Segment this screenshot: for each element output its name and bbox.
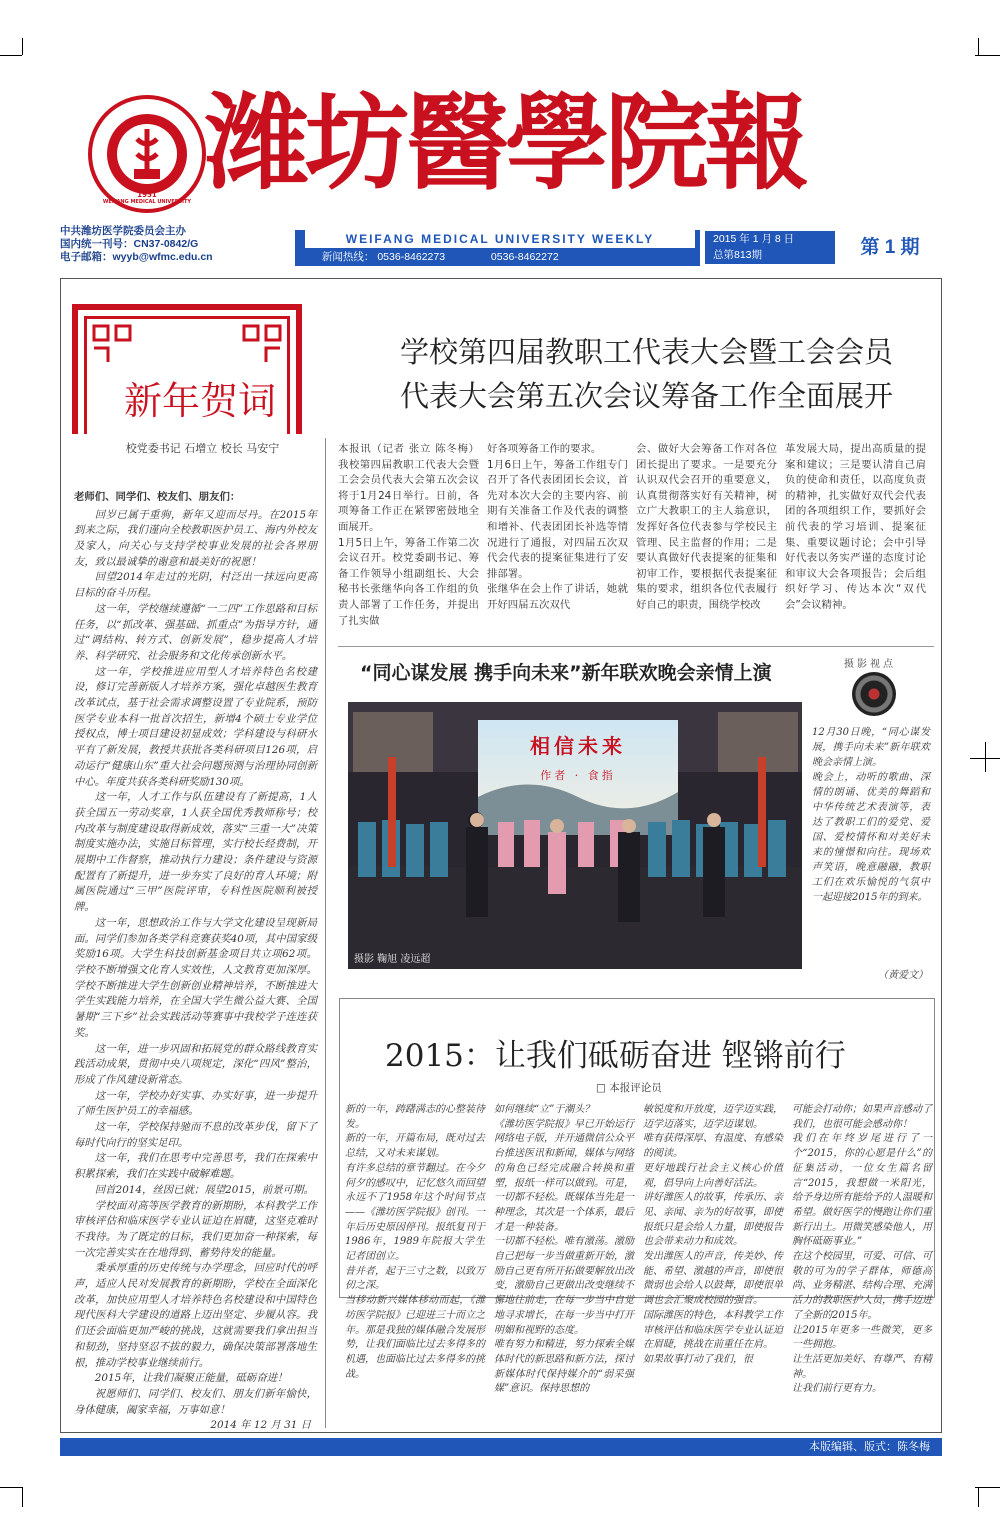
photo-caption: 12月30日晚，“同心谋发展，携手向未来”新年联欢晚会亲情上演。 晚会上，动听的歌曲、深情的朗诵、优美的舞蹈和中华传统艺术表演等，表达了教职工们的爱党、爱国、爱校情怀和对美好未来的憧憬和向往。现场欢声笑语，晚意融融，教职工们在欢乐愉悦的气氛中一起迎接2015年的到来。 [812,727,930,903]
masthead-title: 潍坊醫學院報 [205,81,806,204]
greeting-paragraph: 回岁已属于重驹，新年又迎而尽丹。在2015年到来之际，我们谨向全校教职医护员工、海内外校友及家人，向关心与支持学校事业发展的社会各界朋友，致以最诚挚的谢意和最美好的祝愿！ [74,508,317,568]
photo-credits: 摄影 鞠旭 凌远超 [354,954,431,965]
greeting-paragraph: 这一年，学校继续遵循“一二四”工作思路和目标任务，以“抓改革、强基础、抓重点”为指导方针，通过“调结构、转方式、创新发展”，稳步提高人才培养、科学研究、社会服务和文化传承创新水平。 [74,602,317,662]
greeting-paragraph: 秉承厚重的历史传统与办学理念，回应时代的呼声，适应人民对发展教育的新期盼，学校在全面深化改革，加快应用型人才培养特色名校建设和中国特色现代医科大学建设的道路上迈出坚定、步履从容。我们还会面临更加严峻的挑战，这就需要我们拿出担当和韧劲，坚持坚忍不拔的毅力，确保决策部署落地生根，推动学校事业继续前行。 [74,1262,317,1369]
photo-caption-author: （黄爱文） [878,970,928,981]
sponsor: 中共潍坊医学院委员会主办 [60,225,186,237]
crop-mark [985,742,986,772]
editorial-body [345,1103,935,1428]
crop-mark [978,38,979,55]
greeting-paragraph: 这一年，学校保持驰而不息的改革步伐，留下了每时代向行的坚实足印。 [74,1121,317,1149]
gala-photo [348,702,802,969]
crop-mark [978,1487,979,1507]
crop-mark [0,55,22,56]
crop-mark [0,1487,22,1488]
crop-mark [22,38,23,55]
editorial-column-2: 如何继续“立”于潮头？ 《潍坊医学院报》早已开始运行网络电子版，并开通微信公众平台推送医讯和新闻，媒体与网络的角色已经完成融合转换和重塑，报纸一样可以做到。可是，一切都不轻松。既媒体当先是一种理念，其次是一个体系，最后才是一种装备。 一切都不轻松。唯有激荡。激励自己把每一步当做重新开始，激励自己更有所开拓做要解放出改变，激励自己更做出改变继续不懈地往前走，在每一步当中自觉地寻求增长，在每一步当中打开明媚和视野的态度。 唯有努力和精进，努力探索全媒体时代的新思路和新方法，探讨新媒体时代保持媒介的“弱采强媒”意识。保持思想的 [494,1104,634,1395]
crop-mark [22,1487,23,1507]
crop-mark [975,55,1000,56]
editorial-byline: □ 本报评论员 [596,1082,662,1094]
greeting-paragraph: 这一年，思想政治工作与大学文化建设呈现新局面。同学们参加各类学科竞赛获奖40项，其中国家级奖励16项。大学生科技创新基金项目共立项62项。学校不断增强文化育人实效性，人文教育更加深厚。学校不断推进大学生创新创业精神培养，不断推进大学生实践能力培养，在全国大学生微公益大赛、全国暑期“三下乡”社会实践活动等赛事中我校学子连连获奖。 [74,916,317,1039]
column-label: 摄影视点 [844,659,896,670]
lead-headline [400,330,900,418]
greeting-paragraph: 这一年，学校推进应用型人才培养特色名校建设，修订完善新版人才培养方案，强化卓越医生教育改革试点，基于社会需求调整设置了专业院系，预防医学专业本科一批首次招生，新增4个硕士专业学位授权点，博士项目建设初显成效；学科建设与科研水平有了新发展，教授共获批各类科研项目126项，启动运行“健康山东”重大社会问题预测与治理协同创新中心。年度共获各类科研奖励130项。 [74,665,317,788]
greeting-paragraph: 回望2014年走过的光阴，村泛出一抹远向更高目标的奋斗历程。 [74,571,317,600]
masthead-info-bar [60,225,940,270]
email[interactable]: 电子邮箱：wyyb@wfmc.edu.cn [60,251,213,263]
greeting-paragraph: 这一年，我们在思考中完善思考，我们在探索中积累探索，我们在实践中破解难题。 [74,1152,317,1181]
greeting-body [74,490,317,1432]
camera-lens-icon [852,672,896,716]
greeting-paragraph: 回首2014，丝因已就；展望2015，前景可期。 [94,1183,314,1196]
issue-date-box [705,231,835,264]
page-editor: 本版编辑、版式：陈冬梅 [809,1441,930,1453]
seal-text: WEIFANG MEDICAL UNIVERSITY [102,199,192,205]
lead-headline-line-1: 学校第四届教职工代表大会暨工会会员 [400,335,894,369]
masthead-blue-band [295,230,700,266]
greeting-paragraphs [74,508,317,1419]
photo-story-headline: “同心谋发展 携手向未来”新年联欢晚会亲情上演 [360,662,772,684]
greeting-date: 2014 年 12 月 31 日 [210,1419,311,1432]
issue-number: 第 1 期 [860,237,920,258]
greeting-paragraph: 学校面对高等医学教育的新期盼，本科教学工作审核评估和临床医学专业认证迫在眉睫，这坚克难时不我待。为了既定的目标，我们更加奋一种探索，每一次完善实实在在地得到、蓄势待发的能量。 [74,1199,317,1259]
issue-date: 2015 年 1 月 8 日 [713,233,795,245]
section-rule [338,646,934,647]
stage-screen-subtitle: 作者 · 食指 [540,769,616,782]
column-divider [325,438,326,1428]
editorial-column-3: 敏锐度和开放度，迈学迈实践，迈学迈落实，迈学迈谋划。 唯有获得深厚、有温度、有感染的阅读。 更好地践行社会主义核心价值观，倡导向上向善好活法。 讲好潍医人的故事，传承历、亲见、亲闻、亲为的好故事，即使报纸只是会给人力量，即使报告也会带来动力和成效。 发出潍医人的声音，传美妙、传能、希望、激越的声音，即使很微弱也会给人以鼓舞，即使很单调也会汇聚成校园的强音。 国际潍医的特色，本科教学工作审核评估和临床医学专业认证迫在眉睫，挑战在前重任在肩。 如果故事打动了我们，很 [643,1104,783,1365]
greeting-title: 新年贺词 [123,379,276,423]
seal-year: 1951 [137,191,157,199]
hotline-1: 0536-8462273 [377,251,446,263]
lead-headline-line-2: 代表大会第五次会议筹备工作全面展开 [400,379,894,413]
editorial-column-4: 可能会打动你；如果声音感动了我们，也很可能会感动你！ 我们在年终岁尾进行了一个“2015，你的心愿是什么”的征集活动，一位女生篇名留言“2015，我想做一米阳光，给予身边所有能给予的人温暖和希望。做好医学的慢跑让你们重新行出土。用微笑感染他人，用胸怀砥砺事业。” 在这个校园里，可爱、可信、可敬的可为的学子群体，师德高尚、业务精湛、结构合理、充满活力的教职医护人员，携手迈进了全新的2015年。 让2015年更多一些微笑，更多一些拥抱。 让生活更加美好、有尊严、有精神。 让我们前行更有力。 [792,1104,932,1395]
total-issue: 总第813期 [713,249,763,261]
greeting-authors: 校党委书记 石增立 校长 马安宁 [125,442,280,455]
stage-screen-title: 相信未来 [530,734,626,758]
greeting-paragraph: 祝愿师们、同学们、校友们、朋友们新年愉快，身体健康，阖家幸福，万事如意！ [74,1387,317,1416]
serial-number: 国内统一刊号：CN37-0842/G [60,238,199,250]
lead-column-4: 革发展大局，提出高质量的提案和建议；三是要认清自己肩负的使命和责任，以高度负责的精神，扎实做好双代会代表团的各项组织工作，要抓好会前代表的学习培训、提案征集、重要议题讨论；会中引导好代表以务实严谨的态度讨论和审议大会各项报告；会后组织好学习、传达本次“双代会”会议精神。 [785,443,926,611]
lead-column-3: 会、做好大会筹备工作对各位团长提出了要求。一是要充分认识双代会召开的重要意义，认真贯彻落实好有关精神，树立广大教职工的主人翁意识，发挥好各位代表参与学校民主管理、民主监督的作用；二是要认真做好代表提案的征集和初审工作，要根据代表提案征集的要求，组织各位代表履行好自己的职责，围绕学校改 [636,443,777,611]
masthead-publisher-info [60,225,290,264]
university-seal-logo [88,95,206,213]
footer-bar [60,1438,942,1456]
greeting-paragraph: 2015年，让我们凝聚正能量，砥砺奋进！ [94,1372,288,1385]
hotline-label: 新闻热线： [321,251,375,263]
lead-column-2: 好各项筹备工作的要求。 1月6日上午，筹备工作组专门召开了各代表团团长会议，首先对本次大会的主要内容、前期有关准备工作及代表的调整和增补、代表团团长补选等情况进行了通报，对四届五次双代会代表的提案征集进行了安排部署。 张继华在会上作了讲话，她就开好四届五次双代 [487,443,628,611]
hotline-2: 0536-8462272 [490,251,559,263]
greeting-paragraph: 这一年，人才工作与队伍建设有了新提高，1人获全国五一劳动奖章，1人获全国优秀教师称号；校内改革与制度建设取得新成效，落实“三重一大”决策制度实施办法，实施目标管理，实行校长经费制，开展期中工作督察，推动执行力建设；条件建设与资源配置有了新提升，进一步夯实了良好的育人环境；附属医院通过“三甲”医院评审，专科性医院顺利被授牌。 [74,791,317,914]
greeting-paragraph: 这一年，学校办好实事、办实好事，进一步提升了师生医护员工的幸福感。 [74,1089,317,1118]
editorial-headline: 2015：让我们砥砺奋进 铿锵前行 [385,1038,846,1074]
editorial-column-1: 新的一年，踌躇满志的心整装待发。 新的一年，开篇布局，既对过去总结，又对未来谋划。 有许多总结的章节翻过。在今夕何夕的感叹中，记忆悠久而回望永远不了1958年这个时间节点——《潍坊医学院报》创刊。一年后历史原因停刊。报纸复刊于1986年，1989年院报大学生记者团创立。 昔并者，起于三寸之数，以致万仞之深。 当移动新兴媒体移动而起，《潍坊医学院报》已迎进三十而立之年。那是我独的媒体融合发展形势，让我们面临比过去多得多的机遇，也面临比过去多得多的挑战。 [345,1104,485,1380]
greeting-salutation: 老师们、同学们、校友们、朋友们： [74,491,241,503]
news-hotline [305,249,695,266]
greeting-paragraph: 这一年，进一步巩固和拓展党的群众路线教育实践活动成果，贯彻中央八项规定，深化“四风”整治，形成了作风建设新常态。 [74,1042,317,1086]
english-name: WEIFANG MEDICAL UNIVERSITY WEEKLY [305,230,695,248]
lead-column-1: 本报讯（记者 张立 陈冬梅）我校第四届教职工代表大会暨工会会员代表大会第五次会议将于1月24日举行。日前，各项筹备工作正在紧锣密鼓地全面展开。 1月5日上午，筹备工作第二次会议召开。校党委副书记、筹备工作领导小组副组长、大会秘书长张继华向各工作组的负责人部署了工作任务，并提出了扎实做 [338,443,479,627]
